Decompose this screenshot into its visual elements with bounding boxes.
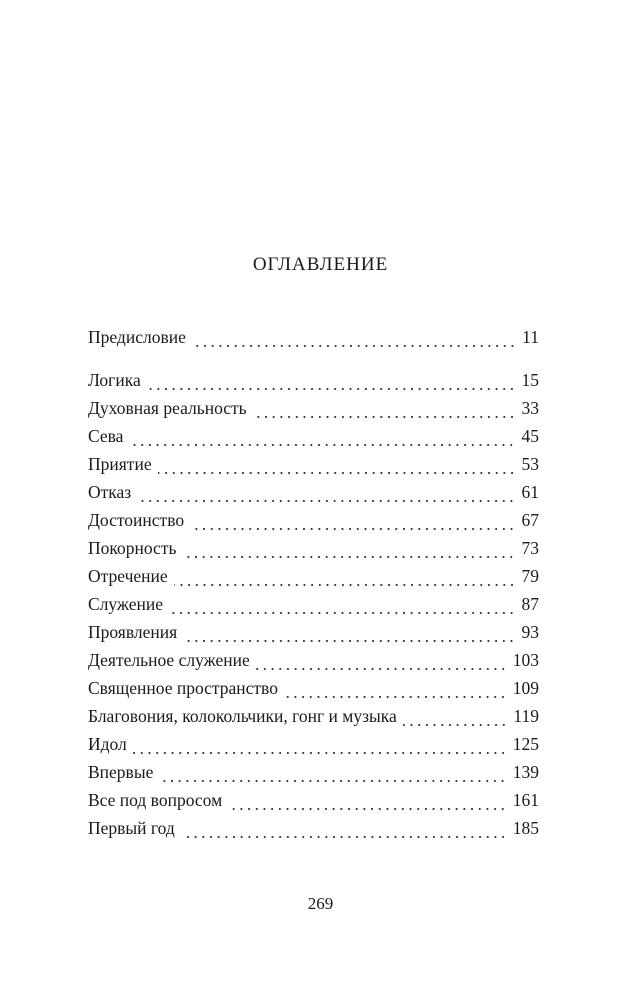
- toc-entry-label: Предисловие: [88, 327, 186, 347]
- toc-list: [88, 370, 539, 846]
- toc-entry-label: Отказ: [88, 482, 132, 502]
- dot-leader: [284, 696, 507, 698]
- toc-entry-label: Сева: [88, 426, 124, 446]
- toc-entry-page: 11: [522, 327, 539, 347]
- toc-entry-page: 15: [521, 370, 539, 390]
- toc-preface: [88, 327, 539, 355]
- toc-entry-label: Достоинство: [88, 510, 185, 530]
- dot-leader: [147, 388, 516, 390]
- toc-entry-page: 161: [512, 790, 539, 810]
- toc-entry-page: 185: [512, 818, 539, 838]
- toc-entry: [88, 818, 539, 846]
- toc-entry-label: Благовония, колокольчики, гонг и музыка: [88, 706, 397, 726]
- dot-leader: [129, 444, 515, 446]
- dot-leader: [256, 668, 507, 670]
- toc-entry-page: 53: [521, 454, 539, 474]
- toc-entry-page: 125: [512, 734, 539, 754]
- toc-entry-page: 67: [521, 510, 539, 530]
- toc-entry-label: Приятие: [88, 454, 152, 474]
- dot-leader: [133, 752, 507, 754]
- toc-entry: [88, 482, 539, 510]
- toc-entry: [88, 538, 539, 566]
- toc-entry: [88, 706, 539, 734]
- toc-entry-page: 109: [512, 678, 539, 698]
- toc-entry-label: Деятельное служение: [88, 650, 250, 670]
- toc-entry-page: 79: [521, 566, 539, 586]
- toc-entry-label: Идол: [88, 734, 127, 754]
- toc-entry: [88, 650, 539, 678]
- toc-entry-label: Все под вопросом: [88, 790, 223, 810]
- toc-entry: [88, 790, 539, 818]
- dot-leader: [169, 612, 515, 614]
- toc-entry-page: 93: [521, 622, 539, 642]
- toc-entry-page: 139: [512, 762, 539, 782]
- page-title: оглавление: [252, 246, 389, 276]
- dot-leader: [190, 528, 515, 530]
- toc-entry-label: Священное пространство: [88, 678, 278, 698]
- toc-entry: [88, 622, 539, 650]
- toc-entry: [88, 454, 539, 482]
- dot-leader: [192, 345, 516, 347]
- toc-entry-page: 45: [521, 426, 539, 446]
- toc-entry-label: Покорность: [88, 538, 177, 558]
- toc-entry-label: Логика: [88, 370, 141, 390]
- dot-leader: [181, 836, 507, 838]
- toc-entry-page: 87: [521, 594, 539, 614]
- toc-entry-label: Проявления: [88, 622, 178, 642]
- toc-entry: [88, 510, 539, 538]
- dot-leader: [182, 556, 515, 558]
- dot-leader: [158, 472, 516, 474]
- dot-leader: [183, 640, 515, 642]
- toc-entry-page: 61: [521, 482, 539, 502]
- dot-leader: [228, 808, 507, 810]
- toc-entry: [88, 327, 539, 355]
- toc-entry: [88, 398, 539, 426]
- toc-entry: [88, 566, 539, 594]
- toc-entry: [88, 594, 539, 622]
- toc-entry-label: Духовная реальность: [88, 398, 247, 418]
- toc-entry-label: Первый год: [88, 818, 175, 838]
- toc-entry: [88, 426, 539, 454]
- toc-entry-page: 33: [521, 398, 539, 418]
- toc-entry: [88, 734, 539, 762]
- toc-entry-page: 73: [521, 538, 539, 558]
- toc-entry: [88, 370, 539, 398]
- toc-entry-label: Служение: [88, 594, 164, 614]
- dot-leader: [159, 780, 506, 782]
- toc-entry: [88, 762, 539, 790]
- dot-leader: [253, 416, 516, 418]
- dot-leader: [174, 584, 516, 586]
- dot-leader: [137, 500, 515, 502]
- toc-entry: [88, 678, 539, 706]
- toc-entry-page: 119: [513, 706, 539, 726]
- dot-leader: [403, 724, 508, 726]
- toc-entry-page: 103: [512, 650, 539, 670]
- toc-entry-label: Впервые: [88, 762, 154, 782]
- page-number: 269: [307, 894, 334, 913]
- toc-entry-label: Отречение: [88, 566, 168, 586]
